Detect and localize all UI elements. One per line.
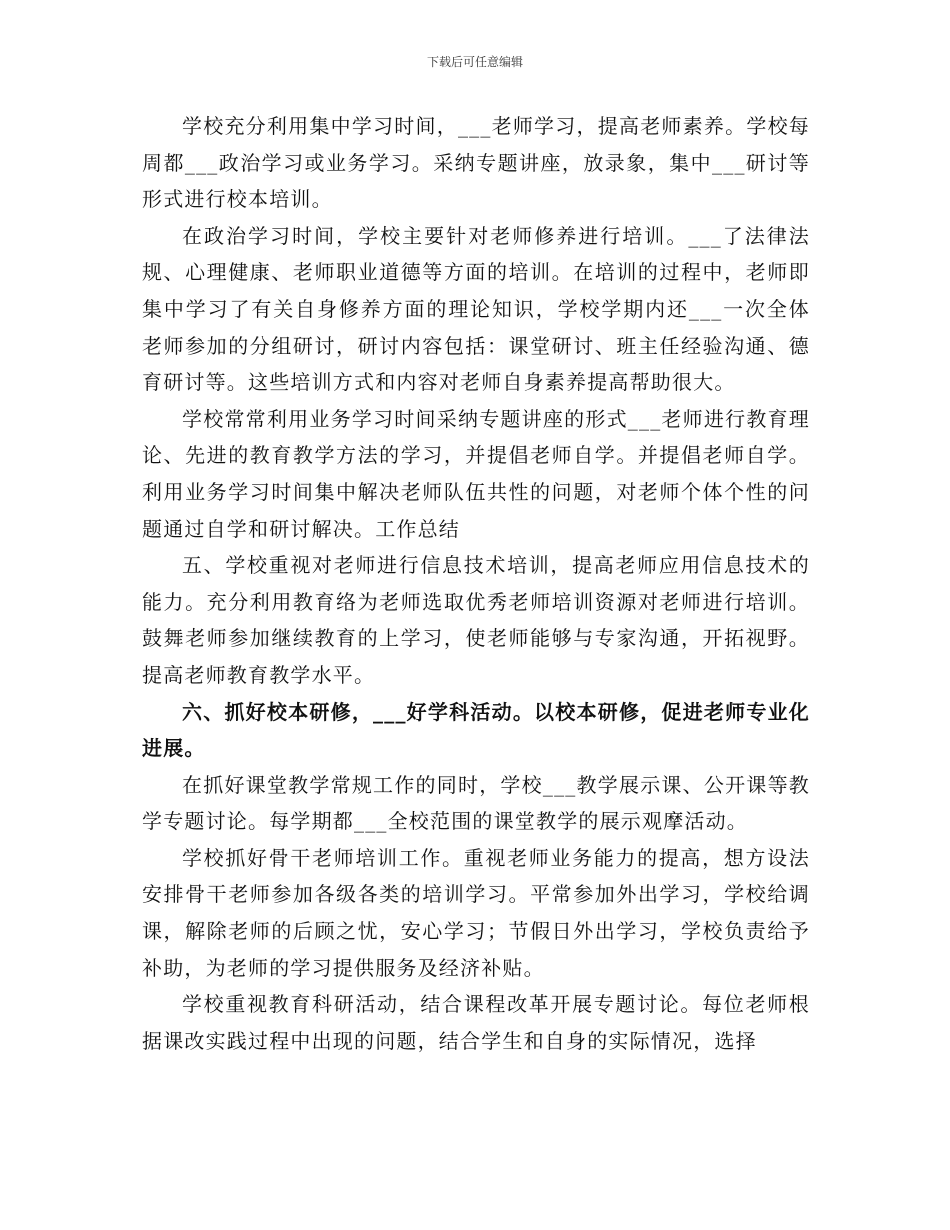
paragraph: 学校抓好骨干老师培训工作。重视老师业务能力的提高，想方设法安排骨干老师参加各级各类的培训学习。平常参加外出学习，学校给调课，解除老师的后顾之忧，安心学习；节假日外出学习，学校负责给予补助，为老师的学习提供服务及经济补贴。 [142,845,810,980]
paragraph: 学校重视教育科研活动，结合课程改革开展专题讨论。每位老师根据课改实践过程中出现的问题，结合学生和自身的实际情况，选择 [142,992,810,1053]
paragraph: 五、学校重视对老师进行信息技术培训，提高老师应用信息技术的能力。充分利用教育络为老师选取优秀老师培训资源对老师进行培训。鼓舞老师参加继续教育的上学习，使老师能够与专家沟通，开拓视野。提高老师教育教学水平。 [142,553,810,687]
paragraph: 在抓好课堂教学常规工作的同时，学校___教学展示课、公开课等教学专题讨论。每学期都___全校范围的课堂教学的展示观摩活动。 [142,772,810,834]
document-body [142,108,810,1059]
paragraph: 学校常常利用业务学习时间采纳专题讲座的形式___老师进行教育理论、先进的教育教学方法的学习，并提倡老师自学。并提倡老师自学。利用业务学习时间集中解决老师队伍共性的问题，对老师个体个性的问题通过自学和研讨解决。工作总结 [142,406,810,541]
section-heading: 六、抓好校本研修，___好学科活动。以校本研修，促进老师专业化进展。 [142,699,810,761]
paragraph: 在政治学习时间，学校主要针对老师修养进行培训。___了法律法规、心理健康、老师职业道德等方面的培训。在培训的过程中，老师即集中学习了有关自身修养方面的理论知识，学校学期内还___一次全体老师参加的分组研讨，研讨内容包括：课堂研讨、班主任经验沟通、德育研讨等。这些培训方式和内容对老师自身素养提高帮助很大。 [142,223,810,395]
page-header: 下载后可任意编辑 [426,55,523,69]
paragraph: 学校充分利用集中学习时间，___老师学习，提高老师素养。学校每周都___政治学习或业务学习。采纳专题讲座，放录象，集中___研讨等形式进行校本培训。 [142,114,810,212]
